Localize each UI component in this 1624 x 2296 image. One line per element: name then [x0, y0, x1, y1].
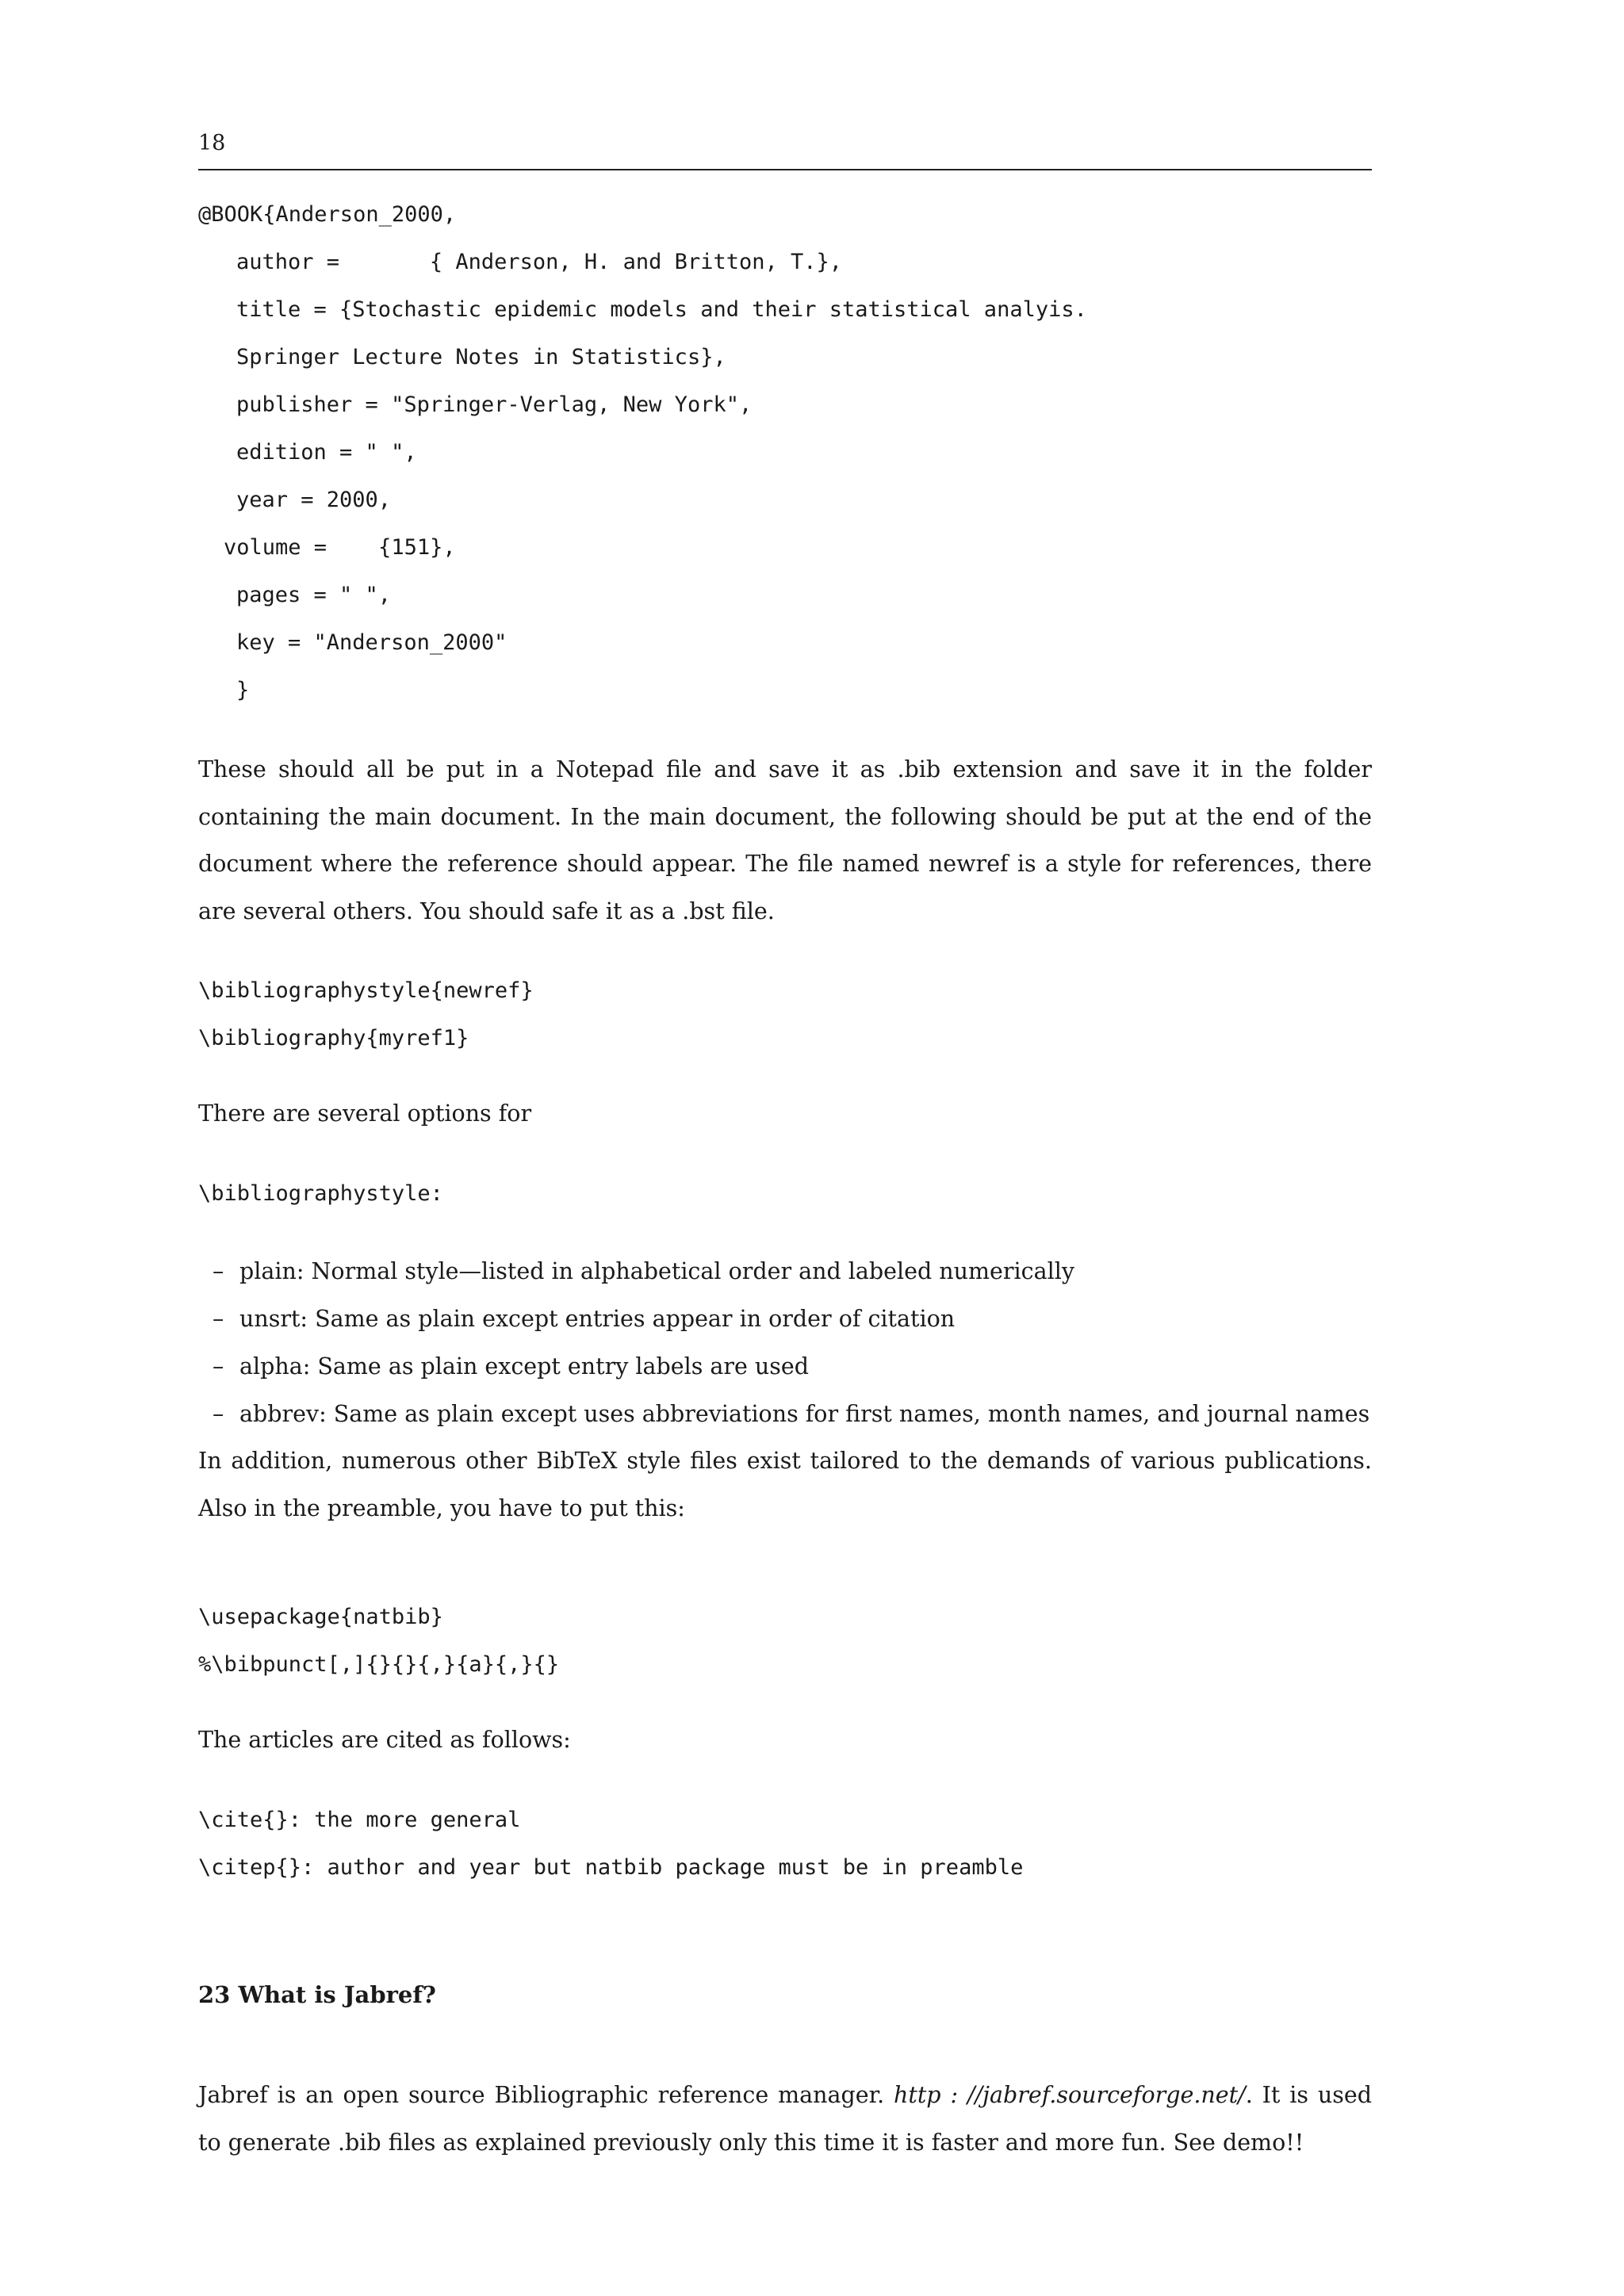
list-item: [213, 1343, 1369, 1391]
section-heading: 23 What is Jabref?: [198, 1981, 436, 2008]
dash-marker: –: [213, 1401, 224, 1427]
header-rule: [198, 169, 1372, 170]
list-item-text: plain: Normal style—listed in alphabetical order and labeled numerically: [239, 1258, 1074, 1284]
code-line: volume = {151},: [224, 535, 456, 560]
code-line: publisher = "Springer-Verlag, New York",: [236, 392, 753, 417]
code-line: @BOOK{Anderson_2000,: [198, 202, 457, 227]
list-item: [213, 1295, 1369, 1343]
code-line: }: [236, 678, 250, 702]
cited-paragraph: The articles are cited as follows:: [198, 1727, 571, 1753]
dash-marker: –: [213, 1258, 224, 1284]
page-number: 18: [198, 131, 226, 155]
list-item: [213, 1391, 1369, 1438]
jabref-url[interactable]: http : //jabref.sourceforge.net/: [894, 2082, 1246, 2108]
code-line: Springer Lecture Notes in Statistics},: [236, 345, 726, 369]
options-paragraph: There are several options for: [198, 1100, 532, 1127]
dash-marker: –: [213, 1353, 224, 1380]
usepackage-command: \usepackage{natbib}: [198, 1605, 443, 1629]
bibliographystyle-command: \bibliographystyle{newref}: [198, 978, 534, 1003]
dash-marker: –: [213, 1306, 224, 1332]
notepad-paragraph: These should all be put in a Notepad file and save it as .bib extension and save it in the folder containing the main document. In the main document, the following should be put at the end of the document where the reference should appear. The file named newref is a style for references, there are several others. You should safe it as a .bst file.: [198, 756, 1372, 924]
document-page: [198, 0, 1372, 2296]
code-line: pages = " ",: [236, 583, 392, 607]
code-line: author = { Anderson, H. and Britton, T.},: [236, 250, 843, 274]
code-line: year = 2000,: [236, 488, 392, 512]
style-options-list: [213, 1248, 1369, 1438]
list-item: [213, 1248, 1369, 1295]
cite-command: \cite{}: the more general: [198, 1808, 521, 1832]
list-item-text: alpha: Same as plain except entry labels are used: [239, 1353, 810, 1380]
jabref-text-after: . It is used to generate .bib files as explained previously only this time it is faster and more fun. See demo!!: [198, 2082, 1372, 2156]
jabref-text-before: Jabref is an open source Bibliographic reference manager.: [198, 2082, 894, 2108]
code-line: key = "Anderson_2000": [236, 630, 508, 655]
citep-command: \citep{}: author and year but natbib package must be in preamble: [198, 1855, 1024, 1880]
bibliography-command: \bibliography{myref1}: [198, 1026, 469, 1050]
jabref-paragraph: [198, 2072, 1372, 2166]
bibpunct-command: %\bibpunct[,]{}{}{,}{a}{,}{}: [198, 1652, 560, 1677]
list-item-text: abbrev: Same as plain except uses abbreviations for first names, month names, and journal names: [239, 1401, 1370, 1427]
list-item-text: unsrt: Same as plain except entries appear in order of citation: [239, 1306, 956, 1332]
bibstyle-command: \bibliographystyle:: [198, 1181, 443, 1206]
code-line: edition = " ",: [236, 440, 417, 465]
code-line: title = {Stochastic epidemic models and their statistical analyis.: [236, 297, 1087, 322]
addition-paragraph: In addition, numerous other BibTeX style files exist tailored to the demands of various publications. Also in the preamble, you have to put this:: [198, 1448, 1372, 1521]
